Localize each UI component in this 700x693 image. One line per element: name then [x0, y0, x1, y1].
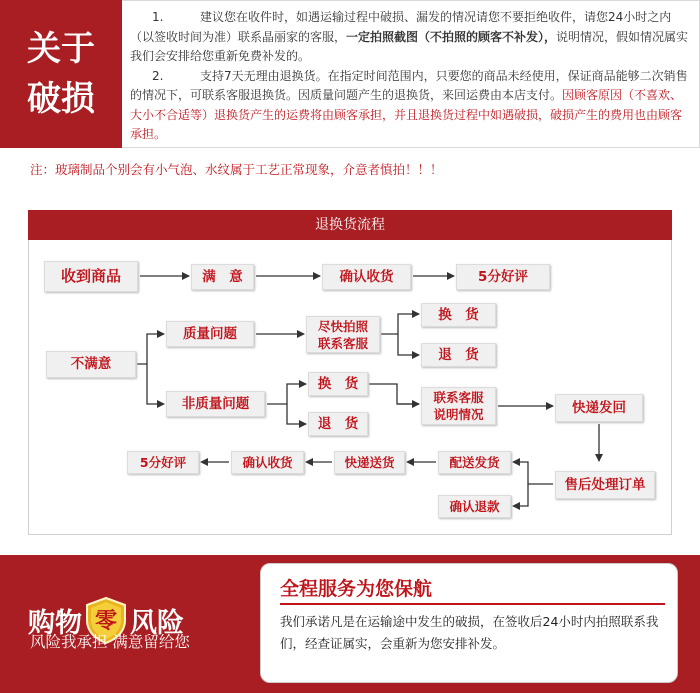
zero-risk-title-a: 购物	[28, 607, 82, 639]
glass-note: 注：玻璃制品个别会有小气泡、水纹属于工艺正常现象，介意者慎拍！！！	[30, 162, 443, 177]
promise-divider	[280, 603, 665, 605]
node-express-delivery: 快递送货	[334, 451, 405, 474]
arrow-photo-exchange	[381, 314, 419, 334]
policy-1-text-a: 建议您在收件时，如遇运输过程中破损、漏发的情况请您不要拒绝收件，请您24小时之内（以签收时间为准）联系晶丽家的客服，	[130, 10, 672, 44]
damage-title-line2: 破损	[27, 79, 95, 119]
policy-1-text-c: 说明情况，假如情况属实我们会安排给您重新免费补发的。	[130, 29, 689, 63]
damage-title-line1: 关于	[27, 29, 95, 69]
arrow-photo-return	[398, 334, 419, 355]
arrow-aftersales-refund	[513, 484, 528, 506]
promise-text: 我们承诺凡是在运输途中发生的破损，在签收后24小时内拍照联系我们，经查证属实，会重新为您安排补发。	[280, 614, 659, 651]
contact-explain-line2: 说明情况	[433, 407, 484, 422]
promise-title: 全程服务为您保航	[280, 578, 433, 600]
arrow-nonquality-return	[287, 404, 306, 424]
policy-number-2: 2.	[152, 68, 164, 83]
node-quality-issue: 质量问题	[166, 321, 254, 347]
return-flow-header: 退换货流程	[28, 210, 672, 240]
node-exchange-2: 换 货	[308, 372, 368, 396]
arrow-to-quality	[137, 334, 164, 364]
policy-2-text-b: 因顾客原因（不喜欢、大小不合适等）退换货产生的运费将由顾客承担，并且退换货过程中如遇破损，破损产生的费用也由顾客承担。	[130, 88, 683, 141]
node-satisfied: 满 意	[191, 264, 254, 290]
node-after-sales: 售后处理订单	[555, 471, 655, 499]
node-return: 退 货	[421, 343, 496, 367]
node-unsatisfied: 不满意	[46, 351, 136, 378]
node-non-quality-issue: 非质量问题	[166, 391, 265, 417]
node-five-star: 5分好评	[456, 264, 550, 290]
zero-risk-subtitle: 风险我承担 满意留给您	[30, 633, 190, 651]
shield-zero-char: 零	[94, 609, 118, 634]
node-express-back: 快递发回	[555, 394, 643, 422]
node-photo-contact	[306, 316, 380, 353]
node-deliver-ship: 配送发货	[438, 451, 511, 474]
node-receive: 收到商品	[44, 261, 138, 292]
node-contact-explain	[421, 387, 496, 425]
node-exchange: 换 货	[421, 303, 496, 327]
node-confirm-refund: 确认退款	[438, 495, 511, 518]
contact-explain-line1: 联系客服	[433, 390, 484, 405]
arrow-merge-contact	[369, 384, 419, 404]
policy-2-text-a: 支持7天无理由退换货。在指定时间范围内，只要您的商品未经使用，保证商品能够二次销售的情况下，可联系客服退换货。因质量问题产生的退换货，来回运费由本店支付。	[130, 68, 688, 102]
arrow-nonquality-exchange	[267, 384, 306, 404]
node-five-star-2: 5分好评	[127, 451, 199, 474]
node-confirm-receipt: 确认收货	[322, 264, 411, 290]
node-return-2: 退 货	[308, 412, 368, 436]
photo-contact-line2: 联系客服	[317, 335, 368, 351]
node-confirm-receipt-2: 确认收货	[231, 451, 304, 474]
zero-risk-title-b: 风险	[130, 607, 184, 639]
policy-1-text-b: 一定拍照截图（不拍照的顾客不补发），	[346, 29, 557, 44]
photo-contact-line1: 尽快拍照	[317, 318, 368, 334]
arrow-to-nonquality	[147, 364, 164, 404]
arrow-aftersales-deliver	[513, 462, 553, 484]
policy-number-1: 1.	[152, 10, 164, 24]
